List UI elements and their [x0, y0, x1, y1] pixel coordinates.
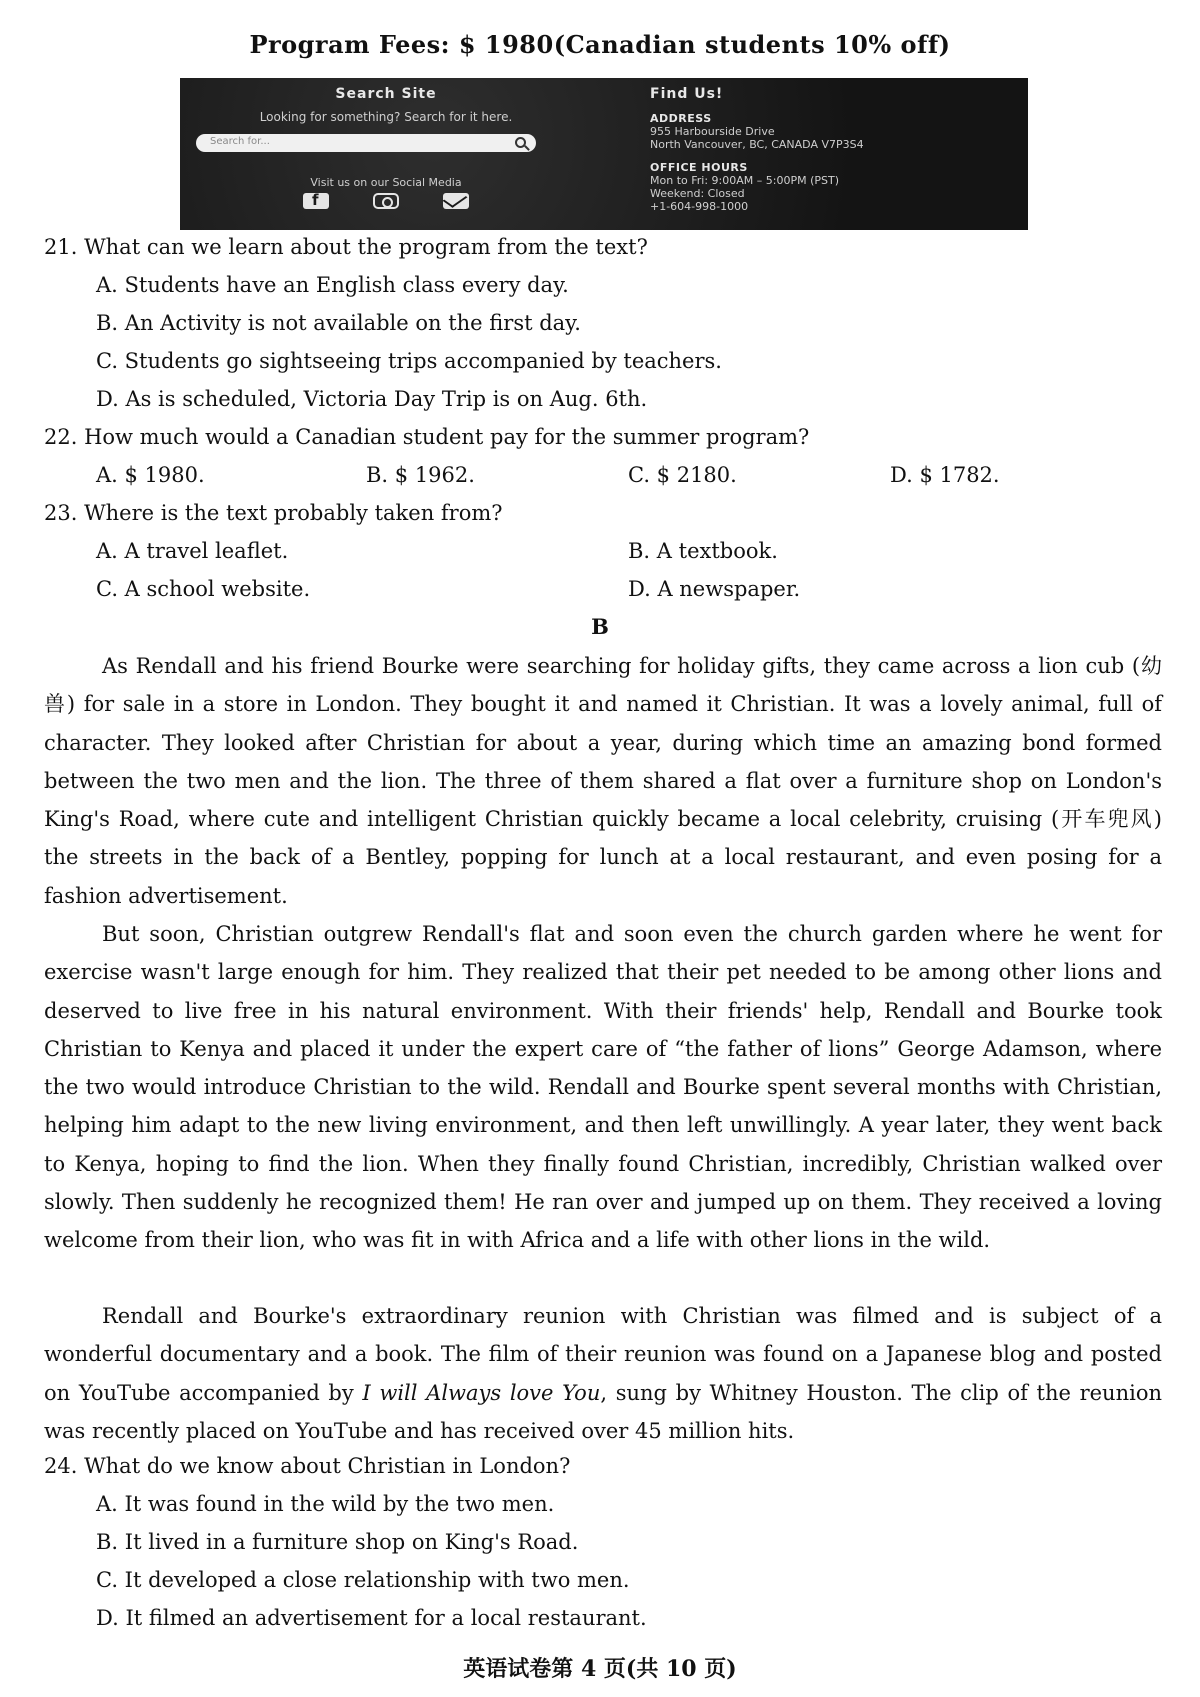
q23-option-d: D. A newspaper.	[628, 577, 801, 601]
q24-option-a: A. It was found in the wild by the two men.	[96, 1492, 555, 1516]
q22-option-c: C. $ 2180.	[628, 463, 737, 487]
question-24: 24. What do we know about Christian in London?	[44, 1454, 571, 1478]
passage-text: Rendall and Bourke's extraordinary reunion with Christian was filmed and is subject of a wonderful documentary and a book. The film of their reunion was found on a Japanese blog and posted on YouTube accompanied by	[44, 1304, 1162, 1405]
office-hours-heading: OFFICE HOURS	[650, 161, 748, 174]
q21-option-b: B. An Activity is not available on the first day.	[96, 311, 581, 335]
passage-paragraph-3	[44, 1297, 1162, 1450]
passage-paragraph-2: But soon, Christian outgrew Rendall's flat and soon even the church garden where he went for exercise wasn't large enough for him. They realized that their pet needed to be among other lions and deserved to live free in his natural environment. With their friends' help, Rendall and Bourke took Christian to Kenya and placed it under the expert care of “the father of lions” George Adamson, where the two would introduce Christian to the wild. Rendall and Bourke spent several months with Christian, helping him adapt to the new living environment, and then left unwillingly. A year later, they went back to Kenya, hoping to find the lion. When they finally found Christian, incredibly, Christian walked over slowly. Then suddenly he recognized them! He ran over and jumped up on them. They received a loving welcome from their lion, who was fit in with Africa and a life with other lions in the wild.	[44, 922, 1162, 1253]
mail-icon	[443, 193, 469, 209]
passage-text: , sung by Whitney Houston. The clip of the reunion was recently placed on YouTube and has received over 45 million hits.	[44, 1380, 1162, 1443]
song-title: I will Always love You	[362, 1380, 601, 1405]
address-line: North Vancouver, BC, CANADA V7P3S4	[650, 138, 864, 151]
social-media-label: Visit us on our Social Media	[310, 176, 462, 189]
search-site-panel	[196, 86, 576, 209]
q23-option-a: A. A travel leaflet.	[96, 539, 289, 563]
office-hours-line: Weekend: Closed	[650, 187, 745, 200]
address-line: 955 Harbourside Drive	[650, 125, 775, 138]
search-icon	[515, 137, 526, 148]
search-site-title: Search Site	[335, 86, 437, 102]
q21-option-c: C. Students go sightseeing trips accompanied by teachers.	[96, 349, 722, 373]
social-icons	[196, 193, 576, 209]
question-23: 23. Where is the text probably taken from?	[44, 501, 503, 525]
instagram-icon	[373, 193, 399, 209]
question-21: 21. What can we learn about the program from the text?	[44, 235, 648, 259]
address-heading: ADDRESS	[650, 112, 712, 125]
q23-option-b: B. A textbook.	[628, 539, 778, 563]
page-footer: 英语试卷第 4 页(共 10 页)	[463, 1656, 737, 1682]
office-hours-line: Mon to Fri: 9:00AM – 5:00PM (PST)	[650, 174, 839, 187]
find-us-panel	[650, 86, 1020, 213]
q23-option-c: C. A school website.	[96, 577, 311, 601]
facebook-icon	[303, 193, 329, 209]
search-site-text: Looking for something? Search for it here.	[259, 110, 513, 124]
search-placeholder: Search for...	[210, 136, 270, 147]
program-fees-line: Program Fees: $ 1980(Canadian students 10% off)	[249, 30, 951, 59]
question-22: 22. How much would a Canadian student pay for the summer program?	[44, 425, 810, 449]
q22-option-b: B. $ 1962.	[366, 463, 475, 487]
q22-option-a: A. $ 1980.	[96, 463, 205, 487]
phone-number: +1-604-998-1000	[650, 200, 749, 213]
q21-option-a: A. Students have an English class every day.	[96, 273, 569, 297]
q24-option-b: B. It lived in a furniture shop on King's Road.	[96, 1530, 579, 1554]
search-input	[196, 134, 536, 152]
passage-paragraph-1: As Rendall and his friend Bourke were searching for holiday gifts, they came across a lion cub (幼兽) for sale in a store in London. They bought it and named it Christian. It was a lovely animal, full of character. They looked after Christian for about a year, during which time an amazing bond formed between the two men and the lion. The three of them shared a flat over a furniture shop on London's King's Road, where cute and intelligent Christian quickly became a local celebrity, cruising (开车兜风) the streets in the back of a Bentley, popping for lunch at a local restaurant, and even posing for a fashion advertisement.	[44, 654, 1162, 908]
q24-option-d: D. It filmed an advertisement for a local restaurant.	[96, 1606, 647, 1630]
q24-option-c: C. It developed a close relationship with two men.	[96, 1568, 630, 1592]
q21-option-d: D. As is scheduled, Victoria Day Trip is on Aug. 6th.	[96, 387, 648, 411]
website-footer-image	[180, 78, 1028, 230]
q22-option-d: D. $ 1782.	[890, 463, 1000, 487]
find-us-title: Find Us!	[650, 86, 724, 102]
section-b-heading: B	[591, 614, 609, 639]
